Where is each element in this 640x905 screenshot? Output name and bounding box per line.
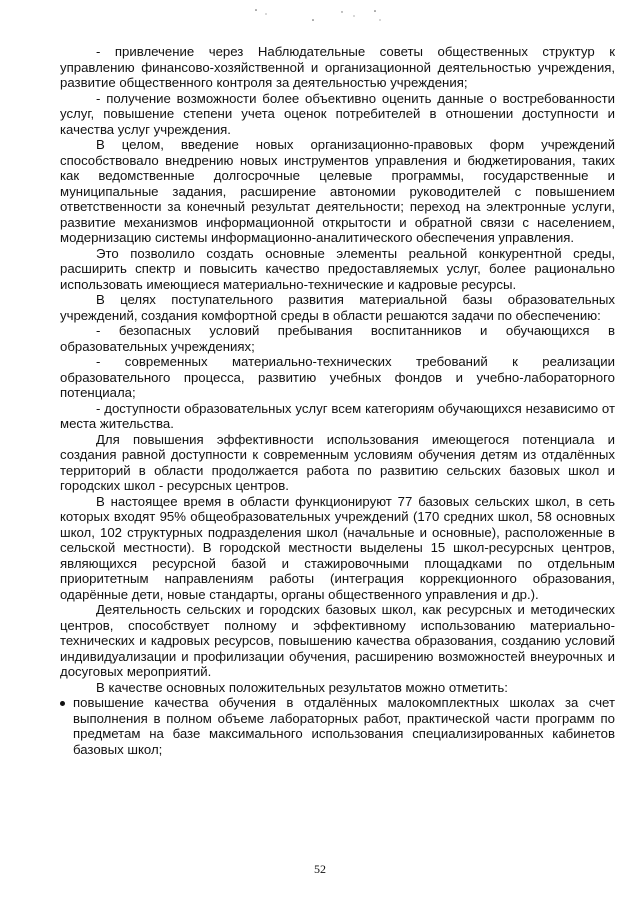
- scan-specks: [0, 0, 640, 30]
- paragraph-oversight-councils: - привлечение через Наблюдательные советы общественных структур к управлению финансово-хозяйственной и организационной деятельностью учреждения, развитие общественного контроля за деятельностью учреждения;: [60, 44, 615, 90]
- document-body: [60, 44, 615, 757]
- paragraph-new-forms: В целом, введение новых организационно-правовых форм учреждений способствовало внедрению новых инструментов управления и бюджетирования, таких как ведомственные долгосрочные целевые программы, государственные и муниципальные задания, расширение автономии руководителей с повышением ответственности за конечный результат деятельности; переход на электронные услуги, развитие механизмов информационной открытости и обратной связи с населением, модернизацию системы информационно-аналитического обеспечения управления.: [60, 137, 615, 245]
- paragraph-competitive-environment: Это позволило создать основные элементы реальной конкурентной среды, расширить спектр и повысить качество предоставляемых услуг, более рационально использовать имеющиеся материально-технические и кадровые ресурсы.: [60, 245, 615, 292]
- paragraph-service-assessment: - получение возможности более объективно оценить данные о востребованности услуг, повышение степени учета оценок потребителей в отношении доступности и качества услуг учреждения.: [60, 90, 615, 137]
- results-list: [60, 695, 615, 757]
- paragraph-results-intro: В качестве основных положительных результатов можно отметить:: [96, 679, 508, 695]
- paragraph-safe-conditions: - безопасных условий пребывания воспитанников и обучающихся в образовательных учреждениях;: [60, 323, 615, 354]
- paragraph-base-schools: В настоящее время в области функционируют 77 базовых сельских школ, в сеть которых входят 95% общеобразовательных учреждений (170 средних школ, 58 основных школ, 102 структурных подразделения школ (начальные и основные), расположенные в сельской местности). В городской местности выделены 15 школ-ресурсных центров, являющихся ресурсной базой и стажировочными площадками по отдельным приоритетным направлениям работы (интеграция коррекционного образования, одарённые дети, новые стандарты, органы общественного управления и др.).: [60, 493, 615, 602]
- paragraph-material-base: В целях поступательного развития материальной базы образовательных учреждений, создания комфортной среды в области решаются задачи по обеспечению:: [60, 292, 615, 323]
- bullet-icon: [60, 701, 65, 706]
- paragraph-modern-requirements: - современных материально-технических требований к реализации образовательного процесса, развитию учебных фондов и учебно-лабораторного потенциала;: [60, 354, 615, 400]
- paragraph-accessibility: - доступности образовательных услуг всем категориям обучающихся независимо от места жительства.: [60, 400, 615, 431]
- list-item: [60, 695, 615, 757]
- paragraph-efficiency: Для повышения эффективности использования имеющегося потенциала и создания равной доступности к современным условиям обучения детям из отдалённых территорий в области продолжается работа по развитию сельских базовых школ и городских школ - ресурсных центров.: [60, 431, 615, 493]
- list-item-text: повышение качества обучения в отдалённых малокомплектных школах за счет выполнения в полном объеме лабораторных работ, практической части программ по предметам на базе максимального использования специализированных кабинетов базовых школ;: [73, 695, 615, 757]
- page-number: 52: [314, 862, 326, 876]
- paragraph-resource-centers: Деятельность сельских и городских базовых школ, как ресурсных и методических центров, способствует полному и эффективному использованию материально-технических и кадровых ресурсов, повышению качества образования, созданию условий индивидуализации и профилизации обучения, расширению возможностей внеурочных и досуговых мероприятий.: [60, 602, 615, 679]
